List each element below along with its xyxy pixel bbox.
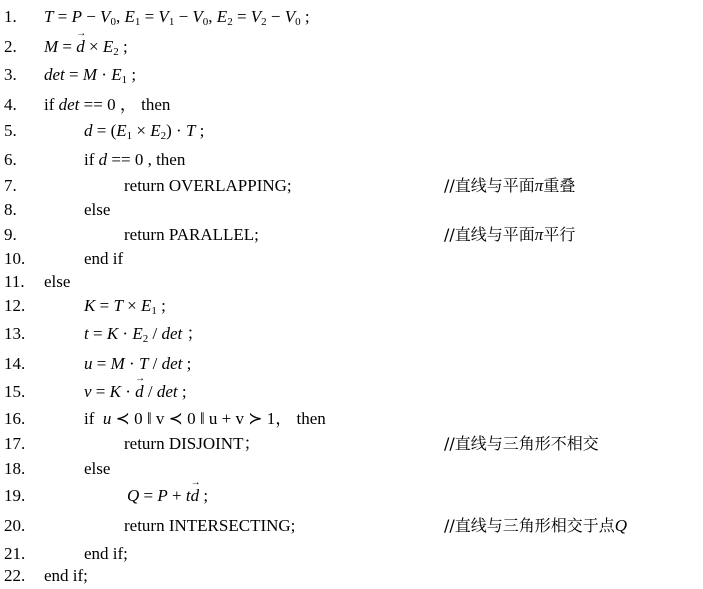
code-text: end if	[84, 249, 124, 268]
line-number: 13.	[4, 324, 26, 343]
code-text: M = → $d \times E_2$ ;	[44, 34, 128, 60]
line-number: 7.	[4, 176, 17, 195]
code-text: u = M · T / det ;	[84, 354, 192, 373]
code-line-7	[0, 173, 703, 199]
code-text: end if;	[84, 544, 128, 563]
code-text: $\det = M \cdot E_1$ ;	[44, 65, 137, 86]
code-line-16	[0, 406, 703, 432]
line-number: 20.	[4, 516, 26, 535]
code-comment: //直线与平面π重叠	[444, 176, 576, 195]
code-line-2	[0, 34, 703, 60]
line-number: 8.	[4, 200, 17, 219]
code-comment: //直线与三角形相交于点Q	[444, 516, 628, 535]
code-text: $t = K \cdot E_2 / \det$ ；	[84, 324, 204, 345]
code-text: v = K · → d / det ;	[84, 379, 187, 405]
line-number: 2.	[4, 37, 17, 56]
code-text: if u ≺ 0 ‖ v ≺ 0 ‖ u + v ≻ 1， then	[84, 409, 326, 428]
line-number: 21.	[4, 544, 26, 563]
line-number: 16.	[4, 409, 26, 428]
code-text: else	[84, 459, 111, 478]
line-number: 19.	[4, 486, 26, 505]
code-line-11	[0, 269, 703, 295]
line-number: 5.	[4, 121, 17, 140]
line-number: 22.	[4, 566, 26, 585]
code-line-22	[0, 563, 703, 589]
code-text: return PARALLEL;	[124, 225, 259, 244]
code-text: if d == 0 , then	[84, 150, 186, 169]
code-text: $K = T \times E_1$ ;	[84, 296, 166, 317]
code-line-3	[0, 62, 703, 88]
code-text: $T = P - V_0$, $E_1 = V_1 - V_0$, $E_2 = V_2 - V_0$ ;	[44, 7, 310, 28]
line-number: 6.	[4, 150, 17, 169]
code-line-19	[0, 483, 703, 509]
line-number: 18.	[4, 459, 26, 478]
code-line-15	[0, 379, 703, 405]
code-line-17	[0, 431, 703, 457]
line-number: 9.	[4, 225, 17, 244]
line-number: 12.	[4, 296, 26, 315]
code-text: return DISJOINT；	[124, 434, 261, 453]
line-number: 11.	[4, 272, 25, 291]
code-line-14	[0, 351, 703, 377]
line-number: 4.	[4, 95, 17, 114]
code-text: if det == 0 ， then	[44, 95, 171, 114]
code-line-6	[0, 147, 703, 173]
code-line-20	[0, 513, 703, 539]
code-line-8	[0, 197, 703, 223]
code-comment: //直线与平面π平行	[444, 225, 576, 244]
code-text: end if;	[44, 566, 88, 585]
code-text: Q = P + t→ d ;	[127, 483, 208, 509]
line-number: 14.	[4, 354, 26, 373]
code-text: return OVERLAPPING;	[124, 176, 292, 195]
line-number: 3.	[4, 65, 17, 84]
line-number: 17.	[4, 434, 26, 453]
code-text: else	[84, 200, 111, 219]
code-line-4	[0, 92, 703, 118]
code-text: else	[44, 272, 71, 291]
code-line-12	[0, 293, 703, 319]
code-text: $d = (E_1 \times E_2) \cdot T$ ;	[84, 121, 205, 142]
line-number: 1.	[4, 7, 17, 26]
code-line-9	[0, 222, 703, 248]
code-text: return INTERSECTING;	[124, 516, 296, 535]
line-number: 10.	[4, 249, 26, 268]
code-line-1	[0, 4, 703, 30]
line-number: 15.	[4, 382, 26, 401]
code-line-13	[0, 321, 703, 347]
code-comment: //直线与三角形不相交	[444, 434, 599, 453]
code-line-18	[0, 456, 703, 482]
code-line-5	[0, 118, 703, 144]
